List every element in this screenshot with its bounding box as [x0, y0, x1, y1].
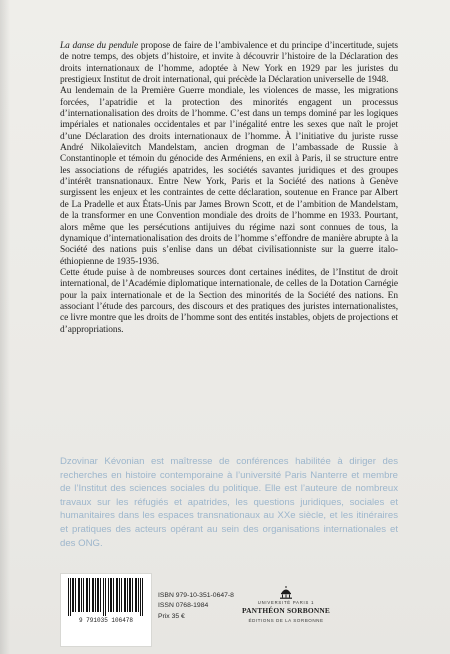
author-bio [60, 455, 398, 550]
isbn: ISBN 979-10-351-0647-8 [158, 592, 234, 599]
barcode-icon [66, 578, 146, 616]
barcode [60, 573, 152, 647]
pantheon-dome-icon [277, 585, 295, 599]
summary-paragraph-2: Au lendemain de la Première Guerre mondiale, les violences de masse, les migrations forcées, l’apatridie et la protection des minorités engagent un processus d’internationalisation des droits de l’homme. C’est dans un temps dominé par les logiques impériales et nationales occidentales et par l’inégalité entre les sexes que naît le projet d’une Déclaration des droits internationaux de l’homme. À l’initiative du juriste russe André Nikolaïevitch Mandelstam, ancien drogman de l’ambassade de Russie à Constantinople et témoin du génocide des Arméniens, en exil à Paris, il se structure entre les associations de réfugiés apatrides, les sociétés savantes juridiques et des groupes d’intérêt transnationaux. Entre New York, Paris et la Société des nations à Genève surgissent les enjeux et les contraintes de cette déclaration, soutenue en France par Albert de La Pradelle et aux États-Unis par James Brown Scott, et de l’ambition de Mandelstam, de la transformer en une Convention mondiale des droits de l’homme en 1933. Pourtant, alors même que les persécutions antijuives du régime nazi sont connues de tous, la dynamique d’internationalisation des droits de l’homme s’effondre de manière abrupte à la Société des nations puis s’enlise dans un débat civilisationniste sur la guerre italo-éthiopienne de 1935-1936. [60, 86, 398, 267]
summary-paragraph-1-text: propose de faire de l’ambivalence et du principe d’incertitude, sujets de notre temps, des objets d’histoire, et invite à découvrir l’histoire de la Déclaration des droits internationaux de l’homme, adoptée à New York en 1929 par les juristes du prestigieux Institut de droit international, qui précède la Déclaration universelle de 1948. [60, 41, 398, 86]
isbn-block [158, 591, 234, 622]
summary-paragraph-1 [60, 41, 398, 86]
publisher-university: UNIVERSITÉ PARIS 1 [257, 600, 315, 605]
publisher-logo [226, 585, 346, 623]
author-bio-text: Dzovinar Kévonian est maîtresse de conférences habilitée à diriger des recherches en histoire contemporaine à l’université Paris Nanterre et membre de l’Institut des sciences sociales du politique. Elle est l’auteure de nombreux travaux sur les réfugiés et apatrides, les questions juridiques, sociales et humanitaires dans les espaces transnationaux au XXe siècle, et les itinéraires et pratiques des acteurs opérant au sein des organisations internationales et des ONG. [60, 456, 398, 549]
issn: ISSN 0768-1984 [158, 602, 209, 610]
publisher-name: PANTHÉON SORBONNE [241, 606, 331, 615]
summary-text [60, 41, 398, 336]
price: Prix 35 € [158, 612, 185, 620]
publisher-imprint: ÉDITIONS DE LA SORBONNE [248, 618, 324, 623]
barcode-digits: 9 791035 106478 [78, 617, 133, 624]
summary-paragraph-3: Cette étude puise à de nombreuses sources dont certaines inédites, de l’Institut de droit international, de l’Académie diplomatique internationale, de celles de la Dotation Carnégie pour la paix internationale et de la Section des minorités de la Société des nations. En associant l’étude des parcours, des discours et des pratiques des juristes internationalistes, ce livre montre que les droits de l’homme sont des entités instables, objets de projections et d’appropriations. [60, 267, 398, 335]
spine-shadow [0, 0, 10, 654]
book-title-italic: La danse du pendule [60, 41, 139, 51]
